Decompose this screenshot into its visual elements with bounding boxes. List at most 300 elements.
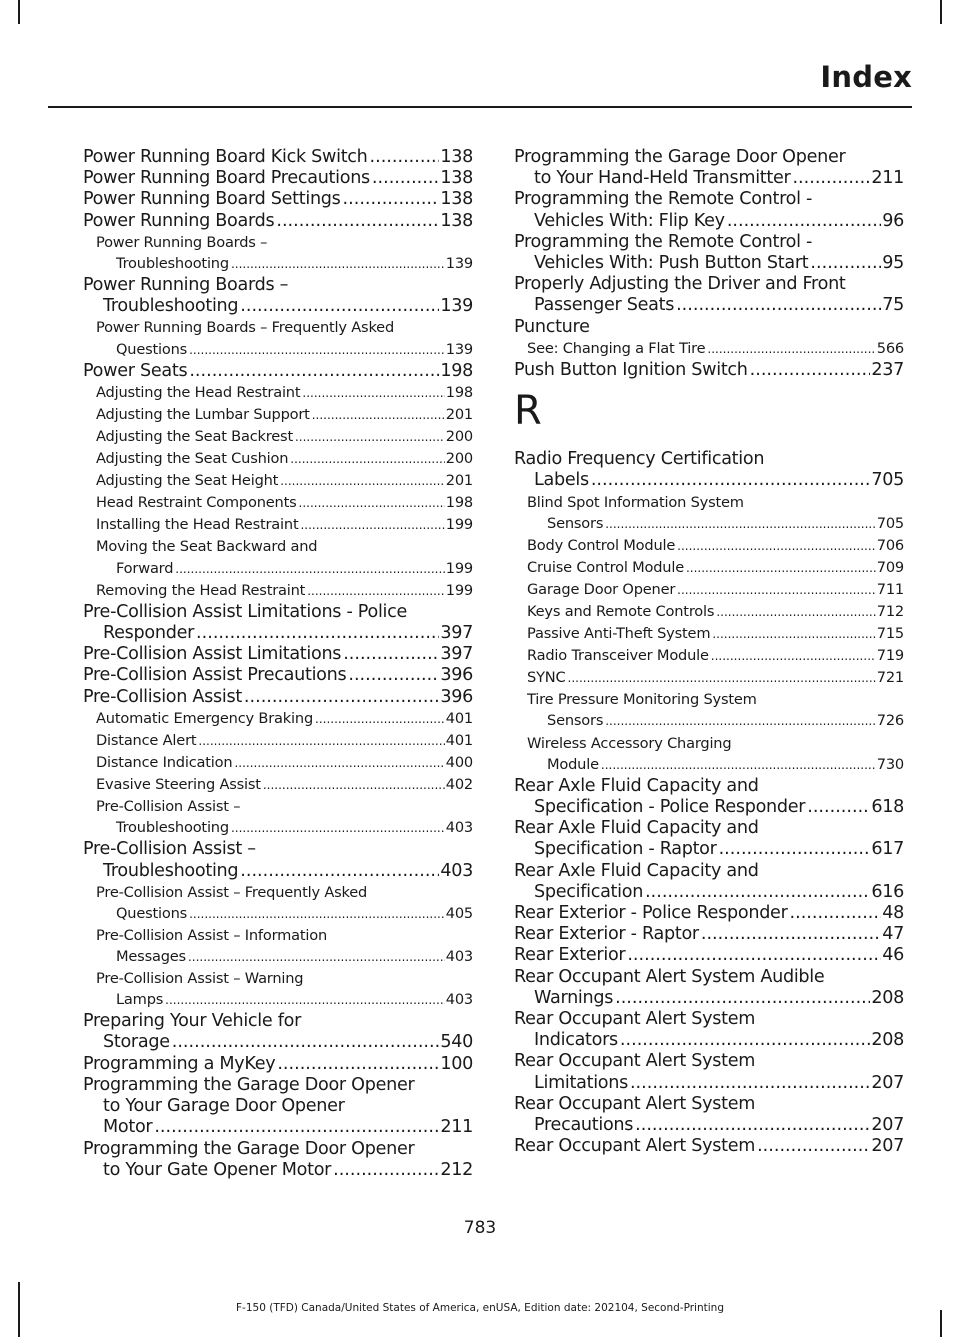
index-entry: [514, 274, 904, 316]
entry-text: Power Running Boards – Frequently Asked: [96, 319, 395, 337]
dot-leader: [231, 253, 445, 275]
index-subentry: [83, 882, 473, 925]
dot-leader: [234, 752, 444, 774]
index-subentry: [83, 514, 473, 536]
entry-page-number: 211: [440, 1117, 473, 1138]
entry-line: [514, 1136, 904, 1157]
dot-leader: [750, 360, 871, 381]
entry-page-number: 617: [871, 839, 904, 860]
entry-line: [514, 295, 904, 316]
entry-text: Sensors: [547, 514, 604, 532]
dot-leader: [189, 339, 445, 361]
entry-page-number: 397: [440, 622, 473, 643]
entry-line: [96, 882, 473, 903]
dot-leader: [189, 361, 439, 382]
header-rule: [48, 106, 912, 108]
index-entry: [83, 361, 473, 382]
entry-line: [83, 1054, 473, 1075]
entry-line: [514, 924, 904, 945]
entry-page-number: 46: [882, 945, 904, 966]
entry-text: Pre-Collision Assist Precautions: [83, 665, 347, 686]
entry-page-number: 139: [440, 296, 473, 317]
entry-text: Pre-Collision Assist Limitations - Police: [83, 601, 408, 622]
entry-text: Specification - Raptor: [534, 839, 717, 860]
dot-leader: [620, 1030, 870, 1051]
entry-page-number: 201: [445, 405, 473, 423]
entry-text: Pre-Collision Assist – Information: [96, 926, 328, 944]
entry-page-number: 405: [445, 904, 473, 922]
entry-page-number: 95: [882, 253, 904, 274]
entry-line: [527, 338, 904, 360]
entry-text: Messages: [116, 948, 186, 965]
index-entry: [83, 189, 473, 210]
entry-text: Preparing Your Vehicle for: [83, 1011, 302, 1032]
entry-text: Programming the Remote Control -: [514, 189, 813, 210]
dot-leader: [605, 710, 876, 732]
entry-text: Pre-Collision Assist: [83, 686, 242, 707]
crop-mark-top-right: [940, 0, 942, 24]
entry-page-number: 402: [445, 776, 473, 794]
entry-line: [96, 253, 473, 275]
entry-text: Rear Exterior: [514, 945, 626, 966]
entry-line: [96, 448, 473, 470]
entry-line: [96, 925, 473, 946]
index-subentry: [83, 580, 473, 602]
entry-line: [96, 580, 473, 602]
dot-leader: [605, 513, 876, 535]
dot-leader: [568, 667, 876, 689]
dot-leader: [263, 774, 445, 796]
entry-text: Power Seats: [83, 360, 188, 381]
entry-line: [514, 147, 904, 168]
entry-page-number: 396: [440, 665, 473, 686]
entry-line: [514, 317, 904, 338]
entry-text: Responder: [103, 622, 195, 643]
dot-leader: [312, 404, 445, 426]
page-number: 783: [463, 1218, 497, 1238]
dot-leader: [727, 211, 881, 232]
entry-line: [96, 514, 473, 536]
entry-page-number: 138: [440, 168, 473, 189]
dot-leader: [370, 147, 440, 168]
index-entry: [514, 189, 904, 231]
dot-leader: [677, 535, 876, 557]
entry-text: Passive Anti-Theft System: [527, 625, 711, 643]
entry-text: Rear Exterior - Police Responder: [514, 902, 788, 923]
entry-line: [527, 557, 904, 579]
entry-text: Power Running Boards –: [83, 275, 289, 295]
entry-text: Radio Transceiver Module: [527, 647, 709, 665]
index-subentry: [83, 232, 473, 275]
entry-line: [83, 296, 473, 317]
index-column-right-top: [514, 147, 904, 381]
entry-page-number: 730: [876, 755, 904, 773]
index-entry: [514, 232, 904, 274]
entry-text: Sensors: [547, 712, 604, 730]
entry-line: [527, 733, 904, 754]
entry-page-number: 207: [871, 1072, 904, 1093]
index-subentry: [514, 557, 904, 579]
entry-text: Forward: [116, 559, 174, 577]
entry-page-number: 397: [440, 644, 473, 665]
entry-page-number: 208: [871, 987, 904, 1008]
entry-line: [514, 470, 904, 491]
entry-text: Rear Axle Fluid Capacity and: [514, 775, 759, 796]
entry-line: [83, 275, 473, 296]
entry-line: [96, 730, 473, 752]
entry-text: Pre-Collision Assist – Frequently Asked: [96, 883, 368, 901]
entry-line: [96, 774, 473, 796]
dot-leader: [343, 189, 440, 210]
entry-page-number: 712: [876, 603, 904, 620]
entry-line: [514, 839, 904, 860]
dot-leader: [302, 382, 444, 404]
dot-leader: [790, 903, 882, 924]
entry-page-number: 396: [440, 686, 473, 707]
dot-leader: [712, 623, 875, 645]
index-entry: [514, 967, 904, 1009]
entry-page-number: 100: [440, 1053, 473, 1074]
entry-page-number: 705: [876, 514, 904, 532]
entry-line: [96, 989, 473, 1011]
entry-line: [96, 536, 473, 557]
entry-text: Programming the Garage Door Opener: [83, 1138, 415, 1159]
entry-text: Vehicles With: Push Button Start: [534, 253, 809, 274]
dot-leader: [792, 168, 870, 189]
crop-mark-bottom-right: [940, 1310, 942, 1337]
entry-line: [527, 492, 904, 513]
entry-line: [83, 623, 473, 644]
dot-leader: [333, 1160, 439, 1181]
dot-leader: [810, 253, 881, 274]
entry-line: [514, 449, 904, 470]
entry-page-number: 138: [440, 210, 473, 231]
index-entry: [514, 945, 904, 966]
entry-page-number: 199: [445, 581, 473, 599]
entry-text: Distance Indication: [96, 753, 233, 771]
entry-line: [96, 708, 473, 730]
entry-line: [96, 946, 473, 968]
dot-leader: [635, 1115, 870, 1136]
index-subentry: [83, 796, 473, 839]
index-subentry: [514, 733, 904, 776]
page-title: Index: [820, 60, 912, 94]
entry-text: Blind Spot Information System: [527, 493, 744, 511]
entry-line: [96, 903, 473, 925]
entry-page-number: 618: [871, 796, 904, 817]
entry-text: Pre-Collision Assist –: [83, 839, 256, 860]
entry-page-number: 208: [871, 1030, 904, 1051]
entry-line: [83, 1139, 473, 1160]
index-entry: [83, 602, 473, 644]
entry-line: [527, 535, 904, 557]
dot-leader: [165, 989, 445, 1011]
entry-page-number: 706: [876, 536, 904, 554]
entry-line: [96, 817, 473, 839]
entry-line: [514, 903, 904, 924]
entry-page-number: 198: [445, 494, 473, 512]
dot-leader: [686, 557, 876, 579]
entry-page-number: 200: [445, 450, 473, 468]
entry-text: Keys and Remote Controls: [527, 603, 715, 620]
entry-line: [96, 426, 473, 448]
entry-text: Body Control Module: [527, 536, 676, 554]
entry-text: Distance Alert: [96, 731, 197, 749]
entry-page-number: 401: [445, 709, 473, 727]
entry-line: [83, 1160, 473, 1181]
entry-page-number: 198: [445, 383, 473, 401]
entry-text: Evasive Steering Assist: [96, 776, 261, 794]
entry-text: Troubleshooting: [116, 819, 229, 837]
dot-leader: [716, 601, 875, 623]
entry-line: [83, 1075, 473, 1096]
entry-line: [96, 317, 473, 338]
entry-page-number: 211: [871, 168, 904, 189]
index-entry: [514, 147, 904, 189]
entry-line: [514, 1115, 904, 1136]
entry-page-number: 540: [440, 1032, 473, 1053]
index-entry: [83, 168, 473, 189]
entry-text: Lamps: [116, 991, 164, 1009]
entry-page-number: 199: [445, 516, 473, 534]
entry-line: [514, 967, 904, 988]
entry-page-number: 715: [876, 625, 904, 643]
index-subentry: [83, 536, 473, 579]
index-entry: [514, 903, 904, 924]
entry-line: [83, 1011, 473, 1032]
entry-text: Programming the Garage Door Opener: [83, 1074, 415, 1095]
dot-leader: [615, 988, 870, 1009]
entry-page-number: 403: [445, 819, 473, 837]
index-subentry: [514, 579, 904, 601]
dot-leader: [601, 754, 876, 776]
dot-leader: [276, 211, 439, 232]
index-entry: [514, 924, 904, 945]
entry-text: Power Running Board Kick Switch: [83, 147, 368, 167]
entry-line: [96, 796, 473, 817]
entry-page-number: 47: [882, 924, 904, 945]
entry-text: Module: [547, 755, 599, 773]
entry-page-number: 237: [871, 359, 904, 380]
entry-text: Programming the Remote Control -: [514, 231, 813, 252]
entry-page-number: 726: [876, 712, 904, 730]
entry-text: Passenger Seats: [534, 295, 675, 316]
entry-text: Rear Occupant Alert System: [514, 1136, 756, 1157]
index-entry: [514, 317, 904, 338]
index-subentry: [514, 667, 904, 689]
dot-leader: [188, 946, 445, 968]
entry-text: Troubleshooting: [103, 296, 239, 317]
index-subentry: [514, 689, 904, 732]
entry-page-number: 139: [445, 340, 473, 358]
entry-line: [83, 168, 473, 189]
entry-text: Rear Occupant Alert System Audible: [514, 966, 825, 987]
entry-line: [514, 168, 904, 189]
dot-leader: [154, 1117, 439, 1138]
entry-line: [527, 645, 904, 667]
entry-text: Properly Adjusting the Driver and Front: [514, 274, 846, 295]
entry-line: [96, 752, 473, 774]
entry-page-number: 711: [876, 580, 904, 598]
entry-text: Cruise Control Module: [527, 558, 684, 576]
entry-line: [514, 360, 904, 381]
index-entry: [514, 818, 904, 860]
entry-text: Rear Occupant Alert System: [514, 1093, 756, 1114]
footer-edition-info: F-150 (TFD) Canada/United States of America, enUSA, Edition date: 202104, Second-Printing: [236, 1302, 724, 1314]
dot-leader: [677, 579, 876, 601]
entry-line: [514, 1051, 904, 1072]
index-entry: [83, 687, 473, 708]
entry-page-number: 201: [445, 472, 473, 490]
entry-line: [527, 710, 904, 732]
index-entry: [83, 839, 473, 881]
entry-text: Adjusting the Seat Backrest: [96, 427, 293, 445]
entry-line: [514, 945, 904, 966]
entry-text: Storage: [103, 1032, 170, 1053]
index-entry: [83, 1054, 473, 1075]
entry-line: [83, 361, 473, 382]
index-entry: [514, 449, 904, 491]
entry-line: [514, 988, 904, 1009]
index-entry: [83, 211, 473, 232]
entry-line: [83, 1096, 473, 1117]
entry-line: [514, 189, 904, 210]
entry-line: [514, 211, 904, 232]
entry-text: Programming a MyKey: [83, 1053, 276, 1074]
entry-page-number: 403: [445, 991, 473, 1009]
entry-text: Power Running Board Precautions: [83, 168, 370, 189]
index-subentry: [83, 968, 473, 1011]
index-subentry: [83, 426, 473, 448]
index-entry: [83, 275, 473, 317]
dot-leader: [701, 924, 881, 945]
index-entry: [514, 1094, 904, 1136]
dot-leader: [627, 945, 881, 966]
entry-text: Rear Exterior - Raptor: [514, 924, 699, 945]
index-subentry: [83, 404, 473, 426]
index-entry: [514, 360, 904, 381]
dot-leader: [307, 580, 445, 602]
entry-text: SYNC: [527, 669, 566, 687]
entry-line: [96, 558, 473, 580]
dot-leader: [300, 514, 444, 536]
section-letter: R: [514, 388, 542, 435]
entry-text: Rear Axle Fluid Capacity and: [514, 860, 759, 881]
entry-text: Specification: [534, 881, 644, 902]
entry-page-number: 138: [440, 147, 473, 167]
index-entry: [514, 1136, 904, 1157]
entry-line: [96, 470, 473, 492]
entry-line: [514, 1030, 904, 1051]
index-entry: [83, 1139, 473, 1181]
entry-line: [527, 689, 904, 710]
dot-leader: [277, 1054, 439, 1075]
entry-text: Warnings: [534, 987, 614, 1008]
entry-line: [83, 644, 473, 665]
entry-text: Power Running Board Settings: [83, 189, 341, 210]
entry-text: Head Restraint Components: [96, 494, 297, 512]
entry-line: [83, 189, 473, 210]
entry-text: Questions: [116, 340, 188, 358]
entry-text: Adjusting the Head Restraint: [96, 383, 301, 401]
entry-text: Power Running Boards: [83, 210, 275, 231]
entry-text: See: Changing a Flat Tire: [527, 339, 706, 357]
entry-text: Radio Frequency Certification: [514, 449, 765, 470]
entry-line: [527, 623, 904, 645]
entry-page-number: 403: [445, 948, 473, 965]
entry-text: to Your Gate Opener Motor: [103, 1159, 332, 1180]
entry-text: Wireless Accessory Charging: [527, 734, 732, 752]
entry-line: [83, 665, 473, 686]
dot-leader: [231, 817, 445, 839]
entry-line: [527, 601, 904, 623]
index-subentry: [83, 752, 473, 774]
index-subentry: [83, 492, 473, 514]
entry-line: [514, 882, 904, 903]
dot-leader: [343, 644, 439, 665]
entry-line: [83, 839, 473, 860]
entry-line: [514, 818, 904, 839]
entry-text: Push Button Ignition Switch: [514, 359, 748, 380]
dot-leader: [807, 797, 870, 818]
entry-page-number: 139: [445, 254, 473, 272]
entry-text: Troubleshooting: [103, 860, 239, 881]
entry-line: [83, 1032, 473, 1053]
entry-text: Precautions: [534, 1115, 634, 1135]
index-entry: [83, 644, 473, 665]
entry-page-number: 96: [882, 210, 904, 231]
entry-text: Rear Occupant Alert System: [514, 1051, 756, 1072]
entry-line: [83, 861, 473, 882]
index-subentry: [83, 470, 473, 492]
index-entry: [514, 776, 904, 818]
entry-page-number: 200: [445, 427, 473, 445]
dot-leader: [707, 338, 875, 360]
index-entry: [83, 147, 473, 168]
entry-line: [527, 579, 904, 601]
entry-line: [514, 1009, 904, 1030]
entry-page-number: 721: [876, 669, 904, 687]
entry-line: [96, 339, 473, 361]
entry-page-number: 212: [440, 1159, 473, 1180]
entry-line: [527, 513, 904, 535]
entry-text: to Your Hand-Held Transmitter: [534, 168, 791, 189]
entry-page-number: 207: [871, 1115, 904, 1135]
entry-page-number: 566: [876, 339, 904, 357]
entry-page-number: 705: [871, 470, 904, 491]
dot-leader: [315, 708, 445, 730]
entry-text: Motor: [103, 1117, 153, 1138]
entry-line: [83, 687, 473, 708]
dot-leader: [198, 730, 444, 752]
entry-text: Adjusting the Lumbar Support: [96, 405, 310, 423]
entry-line: [96, 492, 473, 514]
entry-page-number: 198: [440, 360, 473, 381]
entry-line: [514, 1094, 904, 1115]
dot-leader: [630, 1073, 870, 1094]
dot-leader: [348, 665, 439, 686]
index-subentry: [514, 623, 904, 645]
index-subentry: [514, 601, 904, 623]
entry-page-number: 199: [445, 559, 473, 577]
entry-text: Specification - Police Responder: [534, 796, 806, 817]
entry-page-number: 401: [445, 731, 473, 749]
entry-text: Moving the Seat Backward and: [96, 538, 318, 556]
index-subentry: [514, 338, 904, 360]
entry-text: Programming the Garage Door Opener: [514, 147, 846, 167]
index-entry: [83, 1011, 473, 1053]
index-column-right-bottom: [514, 449, 904, 1157]
